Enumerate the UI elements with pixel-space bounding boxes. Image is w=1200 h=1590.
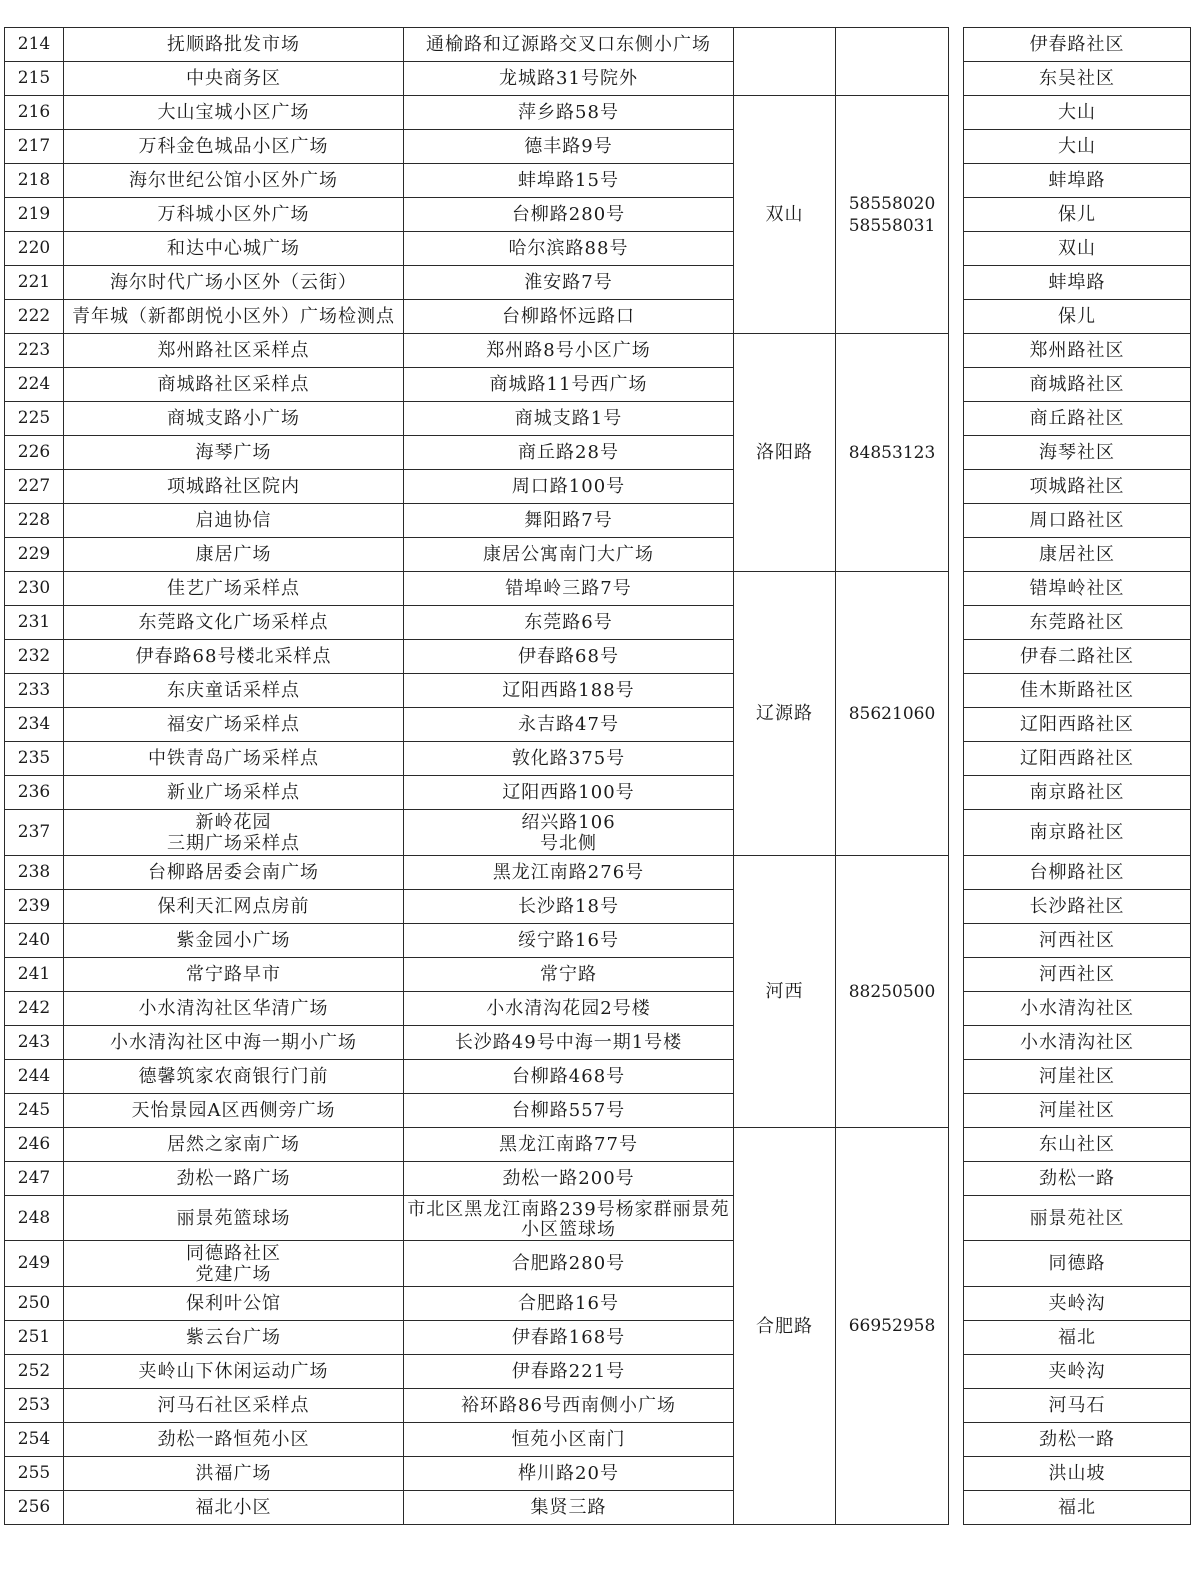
site-address: 市北区黑龙江南路239号杨家群丽景苑 小区篮球场 (404, 1196, 734, 1241)
row-number: 240 (5, 924, 64, 958)
site-address: 错埠岭三路7号 (404, 572, 734, 606)
table-row (5, 992, 1191, 1026)
site-address: 劲松一路200号 (404, 1162, 734, 1196)
table-row (5, 1241, 1191, 1287)
site-name: 中央商务区 (64, 62, 404, 96)
site-name: 启迪协信 (64, 504, 404, 538)
site-address: 康居公寓南门大广场 (404, 538, 734, 572)
site-address: 长沙路18号 (404, 890, 734, 924)
community-name: 河崖社区 (964, 1094, 1191, 1128)
contact-phone: 58558020 58558031 (836, 96, 949, 334)
row-number: 227 (5, 470, 64, 504)
site-name: 伊春路68号楼北采样点 (64, 640, 404, 674)
site-address: 龙城路31号院外 (404, 62, 734, 96)
table-row (5, 1128, 1191, 1162)
row-number: 236 (5, 776, 64, 810)
community-name: 伊春二路社区 (964, 640, 1191, 674)
table-row (5, 1162, 1191, 1196)
table-row (5, 470, 1191, 504)
row-number: 233 (5, 674, 64, 708)
row-number: 239 (5, 890, 64, 924)
site-name: 项城路社区院内 (64, 470, 404, 504)
community-name: 河西社区 (964, 958, 1191, 992)
table-row (5, 504, 1191, 538)
community-name: 同德路 (964, 1241, 1191, 1287)
row-number: 218 (5, 164, 64, 198)
site-name: 劲松一路广场 (64, 1162, 404, 1196)
community-name: 项城路社区 (964, 470, 1191, 504)
site-name: 夹岭山下休闲运动广场 (64, 1355, 404, 1389)
site-address: 台柳路468号 (404, 1060, 734, 1094)
site-name: 小水清沟社区华清广场 (64, 992, 404, 1026)
site-address: 伊春路168号 (404, 1321, 734, 1355)
community-name: 劲松一路 (964, 1162, 1191, 1196)
community-name: 南京路社区 (964, 810, 1191, 856)
site-address: 商城支路1号 (404, 402, 734, 436)
row-number: 241 (5, 958, 64, 992)
community-name: 丽景苑社区 (964, 1196, 1191, 1241)
site-name: 佳艺广场采样点 (64, 572, 404, 606)
community-name: 辽阳西路社区 (964, 708, 1191, 742)
site-name: 天怡景园A区西侧旁广场 (64, 1094, 404, 1128)
table-row (5, 856, 1191, 890)
table-row (5, 1287, 1191, 1321)
community-name: 小水清沟社区 (964, 1026, 1191, 1060)
site-address: 长沙路49号中海一期1号楼 (404, 1026, 734, 1060)
site-name: 德馨筑家农商银行门前 (64, 1060, 404, 1094)
site-name: 郑州路社区采样点 (64, 334, 404, 368)
site-name: 海尔世纪公馆小区外广场 (64, 164, 404, 198)
community-name: 长沙路社区 (964, 890, 1191, 924)
site-name: 海尔时代广场小区外（云街） (64, 266, 404, 300)
table-row (5, 674, 1191, 708)
site-name: 东庆童话采样点 (64, 674, 404, 708)
row-number: 230 (5, 572, 64, 606)
row-number: 248 (5, 1196, 64, 1241)
site-address: 黑龙江南路276号 (404, 856, 734, 890)
row-number: 220 (5, 232, 64, 266)
contact-phone: 84853123 (836, 334, 949, 572)
community-name: 福北 (964, 1321, 1191, 1355)
community-name: 东吴社区 (964, 62, 1191, 96)
table-row (5, 62, 1191, 96)
site-address: 辽阳西路188号 (404, 674, 734, 708)
street-name: 辽源路 (734, 572, 836, 856)
table-row (5, 436, 1191, 470)
site-address: 常宁路 (404, 958, 734, 992)
street-name (734, 28, 836, 96)
community-name: 东莞路社区 (964, 606, 1191, 640)
table-row (5, 164, 1191, 198)
row-number: 249 (5, 1241, 64, 1287)
table-row (5, 130, 1191, 164)
site-name: 抚顺路批发市场 (64, 28, 404, 62)
site-name: 福安广场采样点 (64, 708, 404, 742)
site-address: 桦川路20号 (404, 1457, 734, 1491)
row-number: 215 (5, 62, 64, 96)
site-name: 居然之家南广场 (64, 1128, 404, 1162)
site-name: 新岭花园 三期广场采样点 (64, 810, 404, 856)
community-name: 商城路社区 (964, 368, 1191, 402)
community-name: 台柳路社区 (964, 856, 1191, 890)
sampling-sites-table (4, 27, 1191, 1525)
row-number: 231 (5, 606, 64, 640)
site-address: 台柳路280号 (404, 198, 734, 232)
table-row (5, 742, 1191, 776)
site-address: 通榆路和辽源路交叉口东侧小广场 (404, 28, 734, 62)
community-name: 河马石 (964, 1389, 1191, 1423)
site-name: 福北小区 (64, 1491, 404, 1525)
street-name: 河西 (734, 856, 836, 1128)
site-address: 恒苑小区南门 (404, 1423, 734, 1457)
site-address: 合肥路280号 (404, 1241, 734, 1287)
table-row (5, 708, 1191, 742)
site-name: 紫云台广场 (64, 1321, 404, 1355)
site-name: 洪福广场 (64, 1457, 404, 1491)
street-name: 双山 (734, 96, 836, 334)
table-row (5, 640, 1191, 674)
row-number: 234 (5, 708, 64, 742)
table-row (5, 1094, 1191, 1128)
site-address: 萍乡路58号 (404, 96, 734, 130)
table-row (5, 1196, 1191, 1241)
site-address: 商丘路28号 (404, 436, 734, 470)
site-name: 大山宝城小区广场 (64, 96, 404, 130)
site-name: 中铁青岛广场采样点 (64, 742, 404, 776)
row-number: 253 (5, 1389, 64, 1423)
table-row (5, 606, 1191, 640)
row-number: 223 (5, 334, 64, 368)
site-address: 哈尔滨路88号 (404, 232, 734, 266)
site-name: 青年城（新都朗悦小区外）广场检测点 (64, 300, 404, 334)
site-address: 台柳路557号 (404, 1094, 734, 1128)
table-row (5, 368, 1191, 402)
community-name: 郑州路社区 (964, 334, 1191, 368)
site-name: 新业广场采样点 (64, 776, 404, 810)
table-row (5, 300, 1191, 334)
row-number: 228 (5, 504, 64, 538)
site-name: 紫金园小广场 (64, 924, 404, 958)
site-address: 合肥路16号 (404, 1287, 734, 1321)
row-number: 252 (5, 1355, 64, 1389)
row-number: 232 (5, 640, 64, 674)
contact-phone: 88250500 (836, 856, 949, 1128)
table-row (5, 924, 1191, 958)
row-number: 247 (5, 1162, 64, 1196)
site-address: 蚌埠路15号 (404, 164, 734, 198)
community-name: 大山 (964, 96, 1191, 130)
row-number: 256 (5, 1491, 64, 1525)
row-number: 251 (5, 1321, 64, 1355)
table-row (5, 1389, 1191, 1423)
table-row (5, 1457, 1191, 1491)
community-name: 夹岭沟 (964, 1355, 1191, 1389)
street-name: 洛阳路 (734, 334, 836, 572)
site-address: 周口路100号 (404, 470, 734, 504)
row-number: 250 (5, 1287, 64, 1321)
community-name: 夹岭沟 (964, 1287, 1191, 1321)
row-number: 224 (5, 368, 64, 402)
site-address: 集贤三路 (404, 1491, 734, 1525)
site-name: 东莞路文化广场采样点 (64, 606, 404, 640)
site-address: 绥宁路16号 (404, 924, 734, 958)
community-name: 康居社区 (964, 538, 1191, 572)
street-name: 合肥路 (734, 1128, 836, 1525)
site-address: 台柳路怀远路口 (404, 300, 734, 334)
community-name: 辽阳西路社区 (964, 742, 1191, 776)
site-name: 康居广场 (64, 538, 404, 572)
table-row (5, 1423, 1191, 1457)
site-name: 台柳路居委会南广场 (64, 856, 404, 890)
table-row (5, 958, 1191, 992)
table-row (5, 572, 1191, 606)
site-address: 伊春路221号 (404, 1355, 734, 1389)
table-row (5, 1026, 1191, 1060)
table-row (5, 1060, 1191, 1094)
site-name: 劲松一路恒苑小区 (64, 1423, 404, 1457)
site-address: 黑龙江南路77号 (404, 1128, 734, 1162)
community-name: 河西社区 (964, 924, 1191, 958)
site-name: 商城路社区采样点 (64, 368, 404, 402)
site-name: 商城支路小广场 (64, 402, 404, 436)
table-row (5, 28, 1191, 62)
row-number: 225 (5, 402, 64, 436)
site-name: 丽景苑篮球场 (64, 1196, 404, 1241)
site-address: 郑州路8号小区广场 (404, 334, 734, 368)
row-number: 221 (5, 266, 64, 300)
community-name: 蚌埠路 (964, 164, 1191, 198)
site-name: 河马石社区采样点 (64, 1389, 404, 1423)
community-name: 保儿 (964, 198, 1191, 232)
row-number: 246 (5, 1128, 64, 1162)
community-name: 佳木斯路社区 (964, 674, 1191, 708)
community-name: 东山社区 (964, 1128, 1191, 1162)
community-name: 劲松一路 (964, 1423, 1191, 1457)
site-name: 万科金色城品小区广场 (64, 130, 404, 164)
table-row (5, 538, 1191, 572)
column-gap (949, 28, 964, 1525)
table-row (5, 810, 1191, 856)
community-name: 河崖社区 (964, 1060, 1191, 1094)
row-number: 226 (5, 436, 64, 470)
row-number: 235 (5, 742, 64, 776)
contact-phone: 66952958 (836, 1128, 949, 1525)
site-name: 保利天汇网点房前 (64, 890, 404, 924)
community-name: 周口路社区 (964, 504, 1191, 538)
table-row (5, 776, 1191, 810)
row-number: 229 (5, 538, 64, 572)
site-address: 东莞路6号 (404, 606, 734, 640)
site-name: 海琴广场 (64, 436, 404, 470)
site-address: 德丰路9号 (404, 130, 734, 164)
site-address: 裕环路86号西南侧小广场 (404, 1389, 734, 1423)
row-number: 237 (5, 810, 64, 856)
contact-phone: 85621060 (836, 572, 949, 856)
row-number: 242 (5, 992, 64, 1026)
site-name: 保利叶公馆 (64, 1287, 404, 1321)
site-address: 小水清沟花园2号楼 (404, 992, 734, 1026)
community-name: 伊春路社区 (964, 28, 1191, 62)
community-name: 南京路社区 (964, 776, 1191, 810)
row-number: 214 (5, 28, 64, 62)
community-name: 海琴社区 (964, 436, 1191, 470)
site-name: 常宁路早市 (64, 958, 404, 992)
table-row (5, 1321, 1191, 1355)
row-number: 219 (5, 198, 64, 232)
site-name: 同德路社区 党建广场 (64, 1241, 404, 1287)
site-name: 和达中心城广场 (64, 232, 404, 266)
community-name: 小水清沟社区 (964, 992, 1191, 1026)
row-number: 222 (5, 300, 64, 334)
community-name: 大山 (964, 130, 1191, 164)
row-number: 243 (5, 1026, 64, 1060)
community-name: 洪山坡 (964, 1457, 1191, 1491)
community-name: 福北 (964, 1491, 1191, 1525)
site-address: 淮安路7号 (404, 266, 734, 300)
row-number: 244 (5, 1060, 64, 1094)
row-number: 238 (5, 856, 64, 890)
table-row (5, 1491, 1191, 1525)
row-number: 254 (5, 1423, 64, 1457)
community-name: 错埠岭社区 (964, 572, 1191, 606)
community-name: 蚌埠路 (964, 266, 1191, 300)
table-row (5, 890, 1191, 924)
community-name: 商丘路社区 (964, 402, 1191, 436)
site-address: 商城路11号西广场 (404, 368, 734, 402)
site-address: 绍兴路106 号北侧 (404, 810, 734, 856)
row-number: 216 (5, 96, 64, 130)
table-row (5, 1355, 1191, 1389)
row-number: 255 (5, 1457, 64, 1491)
row-number: 217 (5, 130, 64, 164)
table-row (5, 232, 1191, 266)
site-address: 敦化路375号 (404, 742, 734, 776)
contact-phone (836, 28, 949, 96)
site-address: 永吉路47号 (404, 708, 734, 742)
table-row (5, 402, 1191, 436)
community-name: 保儿 (964, 300, 1191, 334)
site-address: 辽阳西路100号 (404, 776, 734, 810)
community-name: 双山 (964, 232, 1191, 266)
site-address: 舞阳路7号 (404, 504, 734, 538)
site-address: 伊春路68号 (404, 640, 734, 674)
table-row (5, 266, 1191, 300)
table-row (5, 334, 1191, 368)
table-row (5, 96, 1191, 130)
site-name: 万科城小区外广场 (64, 198, 404, 232)
site-name: 小水清沟社区中海一期小广场 (64, 1026, 404, 1060)
row-number: 245 (5, 1094, 64, 1128)
table-row (5, 198, 1191, 232)
